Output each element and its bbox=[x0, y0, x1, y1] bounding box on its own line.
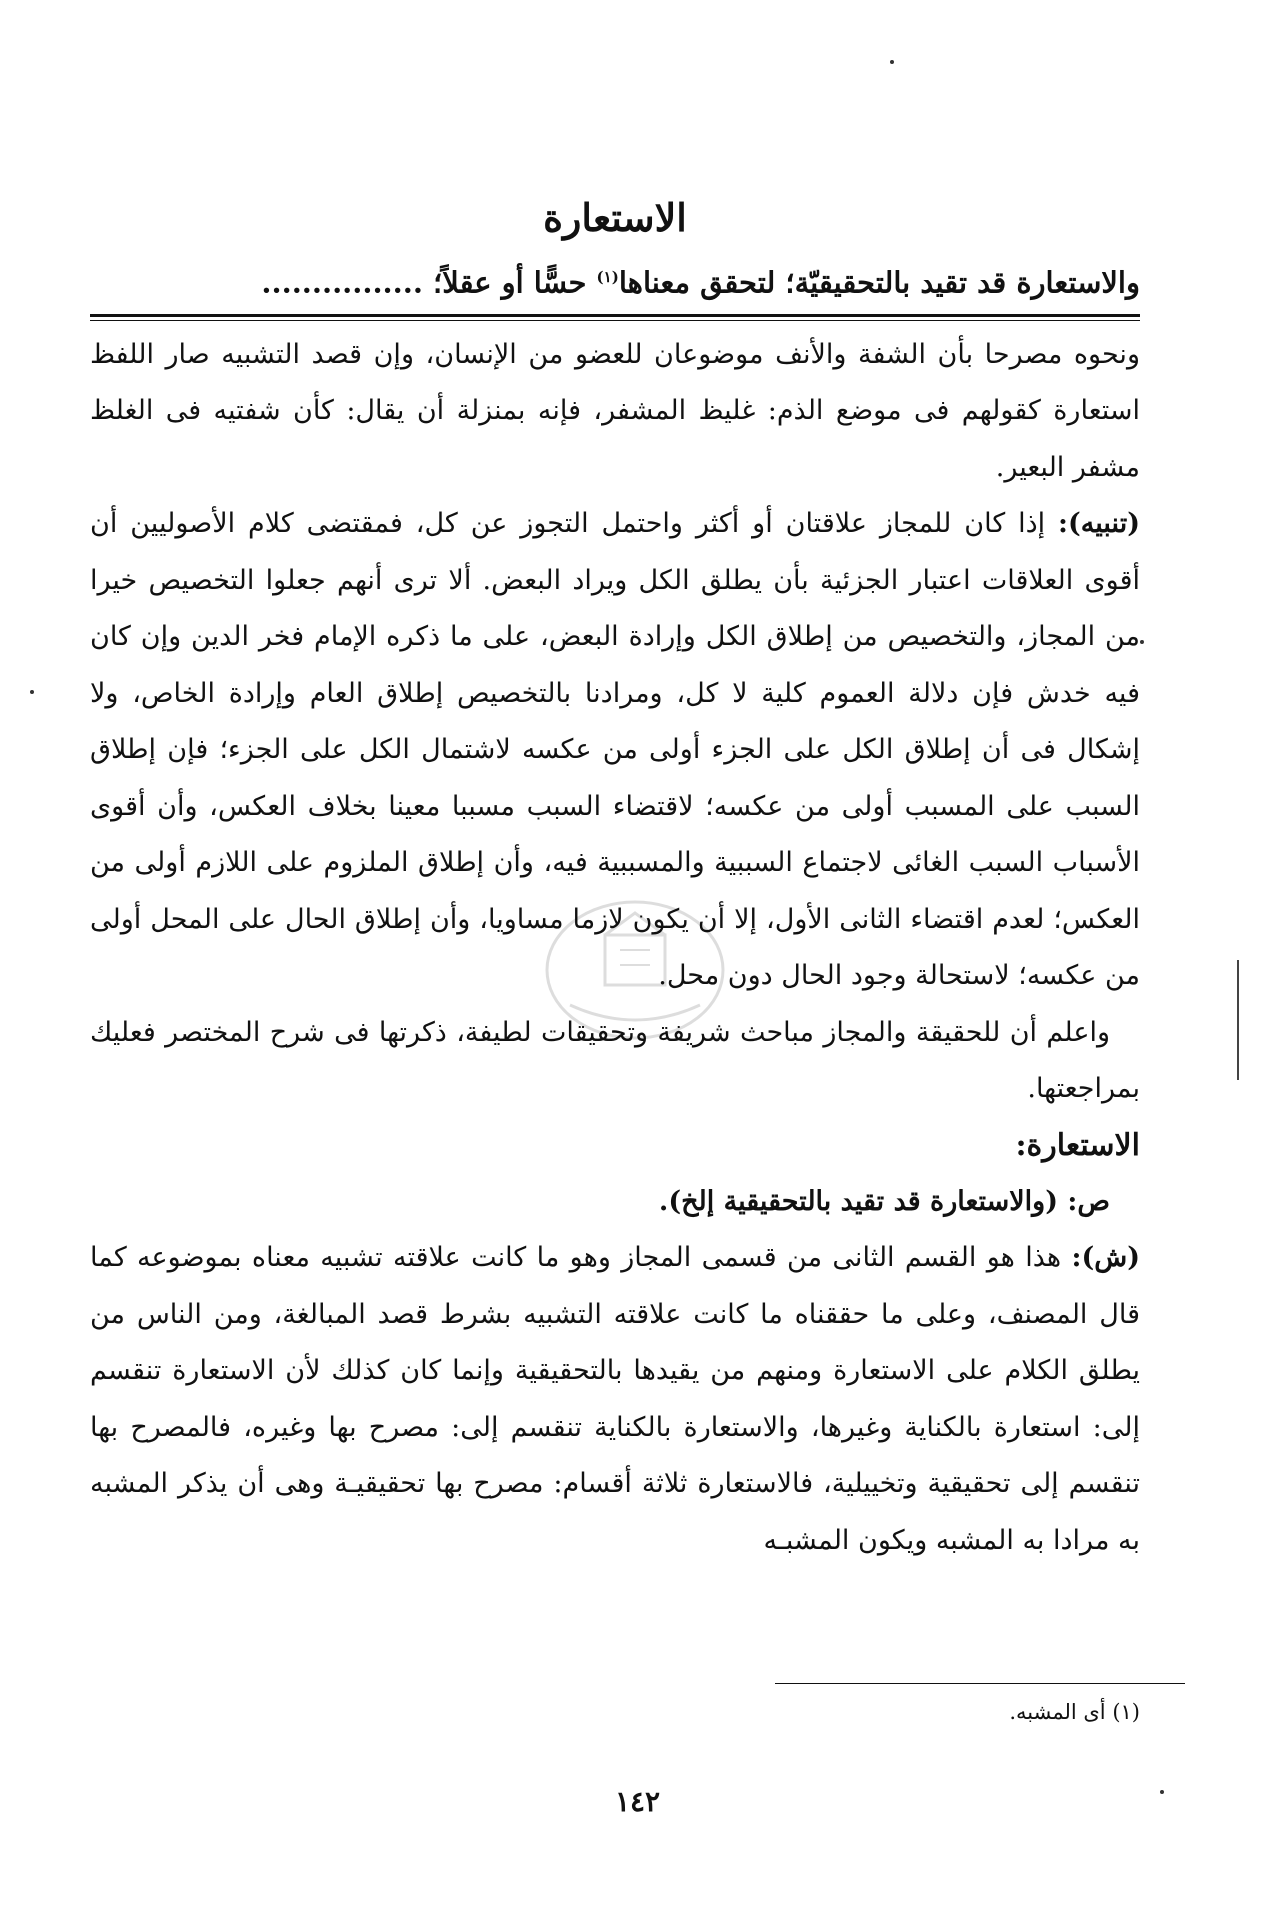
sad-line bbox=[90, 1174, 1140, 1231]
sharh-text: هذا هو القسم الثانى من قسمى المجاز وهو ما كانت علاقته تشبيه معناه بموضوعه كما قال المصنف، وعلى ما حققناه ما كانت علاقته التشبيه بشرط قصد المبالغة، ومن الناس من يطلق الكلام على الاستعارة ومنهم من يقيدها بالتحقيقية وإنما كان كذلك لأن الاستعارة تنقسم إلى: استعارة بالكناية وغيرها، والاستعارة بالكناية تنقسم إلى: مصرح بها وغيره، فالمصرح بها تنقسم إلى تحقيقية وتخييلية، فالاستعارة ثلاثة أقسام: مصرح بها تحقيقيـة وهى أن يذكر المشبه به مرادا به المشبه ويكون المشبـه bbox=[90, 1242, 1140, 1556]
header-rule-thick bbox=[90, 314, 1140, 317]
footnote: (١) أى المشبه. bbox=[1009, 1700, 1140, 1724]
tanbih-lead: (تنبيه): bbox=[1058, 508, 1140, 540]
section-heading: الاستعارة: bbox=[1015, 1127, 1140, 1163]
page-body bbox=[90, 195, 1140, 1569]
tanbih-text: إذا كان للمجاز علاقتان أو أكثر واحتمل التجوز عن كل، فمقتضى كلام الأصوليين أن أقوى العلاقات اعتبار الجزئية بأن يطلق الكل ويراد البعض. ألا ترى أنهم جعلوا التخصيص خيرا من المجاز، والتخصيص من إطلاق الكل وإرادة البعض، على ما ذكره الإمام فخر الدين وإن كان فيه خدش فإن دلالة العموم كلية لا كل، ومرادنا بالتخصيص إطلاق العام وإرادة الخاص، ولا إشكال فى أن إطلاق الكل على الجزء أولى من عكسه لاشتمال الكل على الجزء؛ فإن إطلاق السبب على المسبب أولى من عكسه؛ لاقتضاء السبب مسببا معينا بخلاف العكس، وأن أقوى الأسباب السبب الغائى لاجتماع السببية والمسببية فيه، وأن إطلاق الملزوم على اللازم أولى من العكس؛ لعدم اقتضاء الثانى الأول، إلا أن يكون لازما مساويا، وأن إطلاق الحال على المحل أولى من عكسه؛ لاستحالة وجود الحال دون محل. bbox=[90, 508, 1140, 992]
paragraph-3 bbox=[90, 1005, 1140, 1118]
page-title: الاستعارة bbox=[543, 195, 687, 240]
sharh-lead: (ش): bbox=[1071, 1242, 1140, 1274]
scan-speck bbox=[890, 60, 894, 64]
scan-speck bbox=[1160, 1790, 1164, 1794]
matn-line bbox=[90, 254, 1140, 310]
scan-speck bbox=[30, 690, 34, 694]
scan-speck bbox=[1140, 640, 1144, 644]
paragraph-tanbih bbox=[90, 496, 1140, 1005]
margin-scan-mark bbox=[1237, 960, 1239, 1080]
commentary-text bbox=[90, 327, 1140, 1570]
matn-text-after-note: حسًّا أو عقلاً؛ ................ bbox=[261, 265, 597, 300]
sharh-paragraph bbox=[90, 1230, 1140, 1569]
paragraph-3-text: واعلم أن للحقيقة والمجاز مباحث شريفة وتحقيقات لطيفة، ذكرتها فى شرح المختصر فعليك بمراجعتها. bbox=[90, 1016, 1140, 1105]
page-number: ١٤٢ bbox=[614, 1785, 661, 1818]
sad-text: (والاستعارة قد تقيد بالتحقيقية إلخ). bbox=[658, 1185, 1068, 1217]
sad-lead: ص: bbox=[1067, 1185, 1110, 1217]
footnote-separator bbox=[775, 1683, 1185, 1684]
footnote-marker: (١) bbox=[596, 268, 619, 286]
paragraph-1-text: ونحوه مصرحا بأن الشفة والأنف موضوعان للعضو من الإنسان، وإن قصد التشبيه صار اللفظ استعارة كقولهم فى موضع الذم: غليظ المشفر، فإنه بمنزلة أن يقال: كأن شفتيه فى الغلظ مشفر البعير. bbox=[90, 338, 1140, 483]
matn-text-before-note: والاستعارة قد تقيد بالتحقيقيّة؛ لتحقق معناها bbox=[618, 265, 1140, 300]
paragraph-1 bbox=[90, 327, 1140, 497]
header-rule-thin bbox=[90, 320, 1140, 321]
